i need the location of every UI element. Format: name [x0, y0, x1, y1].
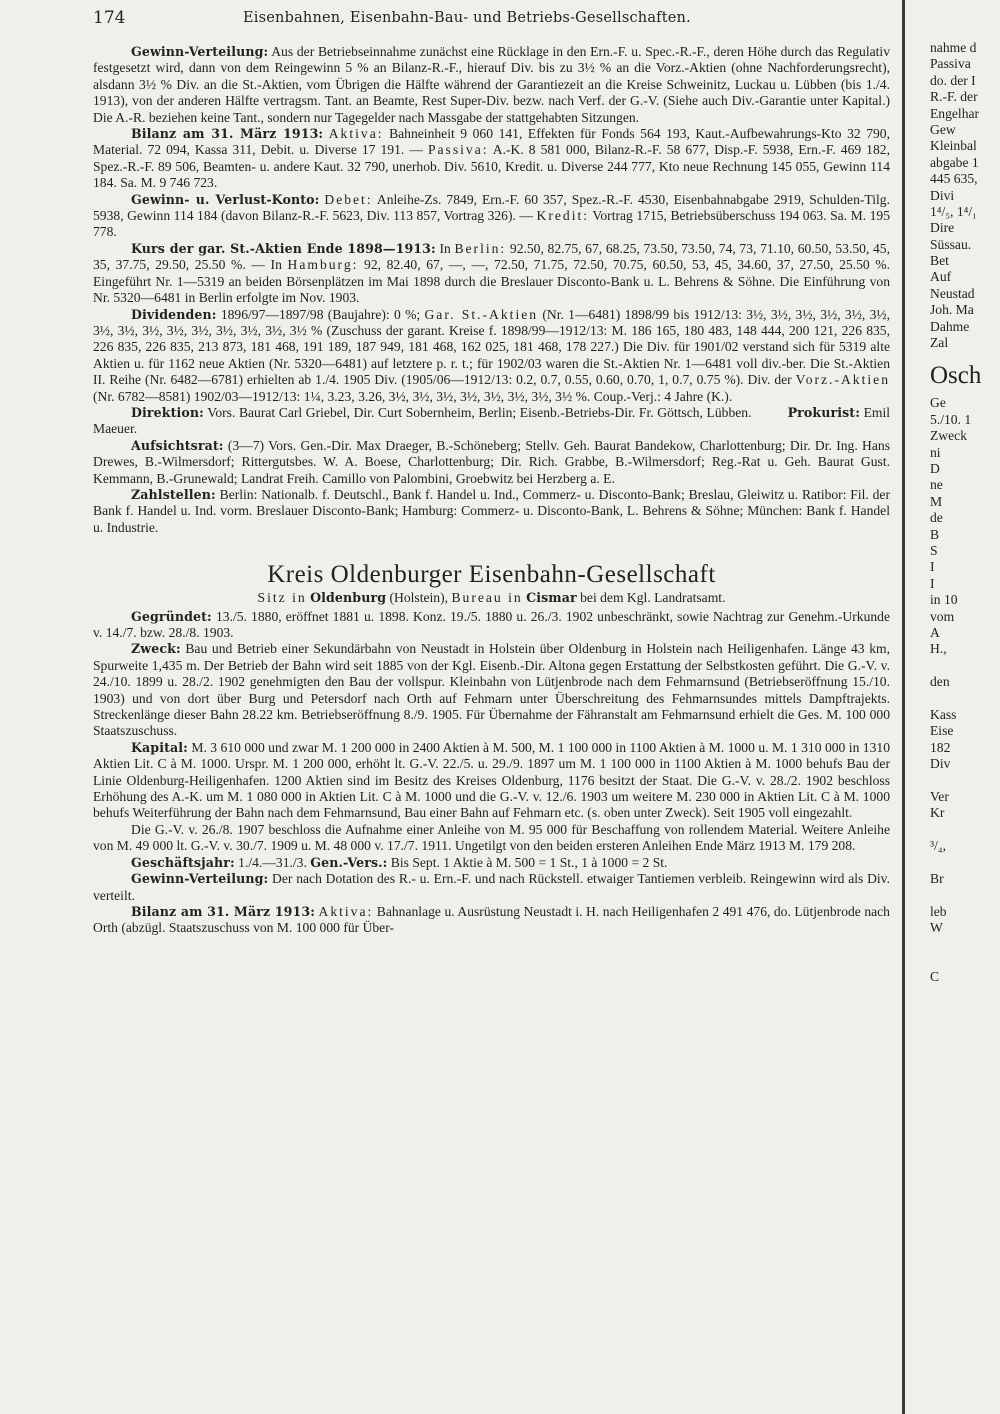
text-aufsichtsrat-prev: (3—7) Vors. Gen.-Dir. Max Draeger, B.-Schöneberg; Stellv. Geh. Baurat Bandekow, Charlottenburg; Dir. Dr. Ing. Hans Drewes, B.-Wilmersdorf; Rittergutsbes. W. A. Boese, Charlottenburg; Dir. Rich. Grabbe, B.-Wilmersdorf; Reg.-Rat u. Geh. Baurat Gust. Kemmann, B.-Grunewald; Landrat Freih. Camillo von Palombini, Groebwitz bei Herzberg a. E. [93, 437, 890, 486]
fragment-line: H., [930, 641, 947, 657]
fragment-line: R.-F. der [930, 89, 978, 105]
text-kurs-1: In [439, 240, 451, 256]
fragment-line: Dahme [930, 318, 970, 334]
fragment-line: C [930, 969, 940, 985]
fragment-line: ne [930, 477, 943, 493]
fragment-line: I [930, 575, 935, 591]
fragment-line: S [930, 542, 938, 558]
text-kurs-2: 92.50, 82.75, 67, 68.25, 73.50, 73.50, 74, 73, 71.10, 60.50, 53.50, 45, 35, 37.75, 29.50, 25.50 %. — In [93, 240, 891, 273]
text-direktion-prev: Vors. Baurat Carl Griebel, Dir. Curt Sobernheim, Berlin; Eisenb.-Betriebs-Dir. Fr. Göttsch, Lübben. [207, 404, 752, 420]
label-zweck: Zweck: [131, 641, 181, 657]
paragraph-gewinn-prev [93, 44, 890, 126]
fragment-line: abgabe 1 [930, 154, 979, 170]
fragment-line [930, 772, 1000, 788]
paragraph-anleihe [93, 822, 890, 855]
fragment-line: nahme d [930, 40, 977, 55]
label-aufsichtsrat-prev: Aufsichtsrat: [131, 437, 224, 453]
fragment-line: Neustad [930, 285, 975, 301]
fragment-line: ni [930, 444, 941, 460]
paragraph-bilanz [93, 904, 890, 937]
text-passiva-prev: A.-K. 8 581 000, Bilanz-R.-F. 58 677, Disp.-F. 5938, Ern.-F. 469 182, Spez.-R.-F. 89 506, Beamten- u. andere Kaut. 32 790, unerhob. Div. 5610, Kredit. u. Diverse 244 777, Kto neue Rechnung 145 055, Gewinn 114 184. Sa. M. 9 746 723. [93, 142, 890, 191]
fragment-line: Süssau. [930, 236, 972, 252]
fragment-line: Br [930, 870, 944, 886]
text-div-3: (Nr. 6782—8581) 1902/03—1912/13: 1¼, 3.23, 3.26, 3½, 3½, 3½, 3½, 3½, 3½, 3½, 3½ %. Coup.-Verj.: 4 Jahre (K.). [93, 388, 733, 404]
fragment-line: Auf [930, 269, 952, 285]
fragment-line: Zal [930, 335, 949, 351]
fragment-title: Osch [930, 362, 982, 390]
label-gewinn: Gewinn-Verteilung: [131, 871, 269, 887]
label-genvers: Gen.-Vers.: [310, 854, 388, 870]
label-geschaeftsjahr: Geschäftsjahr: [131, 854, 235, 870]
label-zahlstellen-prev: Zahlstellen: [131, 486, 216, 502]
paragraph-kurs-prev [93, 241, 890, 307]
paragraph-zweck [93, 641, 890, 739]
paragraph-direktion-prev [93, 405, 890, 438]
label-kredit-prev: Kredit: [536, 208, 590, 224]
label-gewinn-prev: Gewinn-Verteilung: [131, 44, 269, 59]
page-number: 174 [93, 8, 126, 28]
text-sitz-cismar: Cismar [526, 590, 577, 606]
text-div-1: 1896/97—1897/98 (Baujahre): 0 %; [220, 306, 421, 322]
fragment-line: do. der I [930, 72, 976, 88]
text-kredit-prev: Vortrag 1715, Betriebsüberschuss 194 063. Sa. M. 195 778. [93, 208, 890, 240]
text-geschaeftsjahr: 1./4.—31./3. [238, 854, 307, 870]
fragment-line: B [930, 526, 940, 542]
fragment-line: Joh. Ma [930, 302, 974, 318]
section-title: Kreis Oldenburger Eisenbahn-Gesellschaft [267, 561, 716, 589]
text-zahlstellen-prev: Berlin: Nationalb. f. Deutschl., Bank f. Handel u. Ind., Commerz- u. Disconto-Bank; Breslau, Gleiwitz u. Ratibor: Fil. der Bank f. Handel u. Ind. vorm. Breslauer Disconto-Bank; Hamburg: Commerz- u. Disconto-Bank, L. Behrens & Söhne; München: Bank f. Handel u. Industrie. [93, 486, 890, 535]
fragment-line [930, 953, 1000, 969]
fragment-line: Div [930, 756, 951, 772]
fragment-line: 445 635, [930, 171, 978, 187]
fragment-line: de [930, 510, 943, 526]
fragment-line: vom [930, 608, 955, 624]
text-div-vorz: Vorz.-Aktien [795, 372, 890, 388]
paragraph-guv-prev [93, 192, 890, 241]
label-dividenden-prev: Dividenden: [131, 306, 217, 322]
text-sitz-1: Sitz in [257, 590, 307, 606]
fragment-line: Divi [930, 187, 955, 203]
label-aktiva-prev: Aktiva: [328, 126, 384, 142]
fragment-line [930, 854, 1000, 870]
fragment-line: A [930, 624, 940, 640]
text-sitz-2: (Holstein), [389, 590, 449, 606]
fragment-line: I [930, 559, 935, 575]
label-bilanz-prev: Bilanz am 31. März 1913: [131, 126, 324, 142]
label-debet-prev: Debet: [324, 191, 373, 207]
fragment-line [930, 887, 1000, 903]
text-sitz-3: bei dem Kgl. Landratsamt. [580, 590, 726, 606]
fragment-line [930, 658, 1000, 674]
text-kurs-berlin: Berlin: [454, 240, 507, 256]
paragraph-bilanz-prev [93, 126, 890, 192]
text-div-gar: Gar. St.-Aktien [424, 306, 539, 322]
label-gegruendet: Gegründet: [131, 608, 212, 624]
fragment-line: Bet [930, 253, 949, 269]
label-aktiva: Aktiva: [318, 903, 374, 919]
fragment-line [930, 822, 1000, 838]
text-kapital: M. 3 610 000 und zwar M. 1 200 000 in 2400 Aktien à M. 500, M. 1 100 000 in 1100 Aktien à M. 1000 u. M. 1 310 000 in 1310 Aktien Lit. C à M. 1000. Urspr. M. 1 200 000, erhöht lt. G.-V. 22./5. u. 29./9. 1897 um M. 1 100 000 in 1100 Aktien à M. 1000 behufs Bau der Linie Oldenburg-Heiligenhafen. 1200 Aktien sind im Besitz des Kreises Oldenburg, 1176 besitzt der Staat. Die G.-V. v. 28./2. 1902 beschloss Erhöhung des A.-K. um M. 1 080 000 in Aktien Lit. C à M. 1000 und die G.-V. v. 12./6. 1903 um weitere M. 230 000 in Aktien Lit. C à M. 1000 behufs Weiterführung der Bahn nach dem Fehmarnsund, Bau einer Bahn auf Fehmarn etc. (s. oben unter Zweck). Seit 1905 voll eingezahlt. [93, 739, 890, 821]
paragraph-kapital [93, 740, 890, 822]
running-head: Eisenbahnen, Eisenbahn-Bau- und Betriebs-Gesellschaften. [243, 10, 691, 26]
fragment-line: Zweck [930, 428, 967, 444]
text-aktiva-prev: Bahneinheit 9 060 141, Effekten für Fonds 564 193, Kaut.-Aufbewahrungs-Kto 32 790, Material. 72 094, Kassa 311, Debit. u. Diverse 17 191. — [93, 126, 890, 158]
text-sitz-bureau: Bureau in [451, 590, 523, 606]
text-div-2: (Nr. 1—6481) 1898/99 bis 1912/13: 3½, 3½, 3½, 3½, 3½, 3½, 3½, 3½, 3½, 3½, 3½, 3½, 3½, 3½, 3½ % (Zuschuss der garant. Kreise f. 1898/99—1912/13: M. 186 165, 180 483, 148 444, 200 121, 226 835, 226 835, 226 835, 213 873, 181 468, 191 189, 187 949, 181 468, 162 025, 181 468, 178 227.) Die Div. für 1901/02 verstand sich für 5319 alte Aktien u. für 1162 neue Aktien (Nr. 5320—6481) auf letztere p. r. t.; für 1902/03 waren die St.-Aktien Nr. 1—6481 voll div.-ber. Die St.-Aktien II. Reihe (Nr. 6482—6781) erhielten ab 1./4. 1905 Div. (1905/06—1912/13: 0.2, 0.7, 0.55, 0.60, 0.70, 1, 0.7, 0.75 %). Div. der [93, 306, 890, 388]
fragment-line: Ge [930, 395, 946, 411]
fragment-line: M [930, 493, 943, 509]
text-anleihe: Die G.-V. v. 26./8. 1907 beschloss die Aufnahme einer Anleihe von M. 95 000 für Beschaffung von rollendem Material. Weitere Anleihe von M. 49 000 lt. G.-V. v. 30./7. 1909 u. M. 48 000 v. 17./7. 1911. Ungetilgt von den beiden ersteren Anleihen Ende März 1913 M. 179 208. [93, 821, 890, 854]
fragment-line: Kleinbal [930, 138, 977, 154]
text-kurs-3: 92, 82.40, 67, —, —, 72.50, 71.75, 72.50, 70.75, 60.50, 53, 45, 34.60, 37, 27.50, 25.50 %. Eingeführt Nr. 1—5319 an beiden Börsenplätzen im Mai 1898 durch die Breslauer Disconto-Bank u. L. Behrens & Söhne. Die Einführung von Nr. 5320—6481 in Berlin erfolgte im Nov. 1903. [93, 257, 890, 306]
fragment-line: Dire [930, 220, 955, 236]
text-genvers: Bis Sept. 1 Aktie à M. 500 = 1 St., 1 à 1000 = 2 St. [390, 854, 668, 870]
paragraph-gegruendet [93, 609, 890, 642]
label-passiva-prev: Passiva: [427, 142, 489, 158]
fragment-line: Kr [930, 805, 945, 821]
text-zweck: Bau und Betrieb einer Sekundärbahn von Neustadt in Holstein über Oldenburg in Holstein nach Heiligenhafen. Länge 43 km, Spurweite 1,435 m. Der Betrieb der Bahn wird seit 1885 von der Kgl. Eisenb.-Dir. Altona gegen Erstattung der Selbstkosten geführt. Die G.-V. v. 24./10. 1899 u. 28./2. 1902 genehmigten den Bau der vollspur. Kleinbahn von Lütjenbrode nach dem Fehmarnsund (Betriebseröffnung 15./10. 1903) und von dort über Burg und Petersdorf nach Orth auf Fehmarn unter Überschreitung des Fehmarnsundes mittels Dampftrajekts. Streckenlänge dieser Bahn 28.22 km. Betriebseröffnung 8./9. 1905. Für Übernahme der Fähranstalt am Fehmarnsund erhielt die Ges. M. 100 000 Staatszuschuss. [93, 641, 890, 739]
fragment-line: Passiva [930, 56, 971, 72]
section-seat-line [93, 590, 890, 606]
paragraph-aufsichtsrat-prev [93, 438, 890, 487]
label-kapital: Kapital: [131, 739, 188, 755]
label-direktion-prev: Direktion: [131, 404, 204, 420]
fragment-line: Kass [930, 706, 957, 722]
label-prokurist-prev: Prokurist: [787, 404, 860, 420]
text-gegruendet: 13./5. 1880, eröffnet 1881 u. 1898. Konz. 19./5. 1880 u. 26./3. 1902 unbeschränkt, sowie Nachtrag zur Genehm.-Urkunde v. 14./7. bzw. 28./8. 1903. [93, 608, 890, 640]
fragment-line: Engelhar [930, 105, 980, 121]
text-prokurist-prev: Emil Maeuer. [93, 404, 891, 437]
paragraph-dividenden-prev [93, 307, 890, 405]
adjacent-page-fragment [930, 40, 1000, 985]
paragraph-geschaeftsjahr [93, 855, 890, 871]
text-sitz-ort: Oldenburg [310, 590, 387, 606]
text-gewinn: Der nach Dotation des R.- u. Ern.-F. und nach Rückstell. etwaiger Tantiemen verbleib. Reingewinn wird als Div. verteilt. [93, 871, 890, 903]
label-kurs-prev: Kurs der gar. St.-Aktien Ende 1898—1913: [131, 240, 436, 256]
fragment-line: 182 [930, 739, 951, 755]
label-bilanz: Bilanz am 31. März 1913: [131, 903, 315, 919]
paragraph-zahlstellen-prev [93, 487, 890, 536]
text-kurs-hamburg: Hamburg: [287, 257, 359, 273]
text-bilanz: Bahnanlage u. Ausrüstung Neustadt i. H. nach Heiligenhafen 2 491 476, do. Lütjenbrode nach Orth (abzügl. Staatszuschuss von M. 100 000 für Über- [93, 903, 890, 936]
text-debet-prev: Anleihe-Zs. 7849, Ern.-F. 60 357, Spez.-R.-F. 4530, Eisenbahnabgabe 2919, Schulden-Tilg. 5938, Gewinn 114 184 (davon Bilanz-R.-F. 5623, Div. 113 857, Vortrag 326). — [93, 191, 890, 224]
paragraph-gewinn [93, 871, 890, 904]
main-column [93, 44, 890, 937]
fragment-line: D [930, 460, 940, 476]
fragment-line: 1⁴/₅, 1⁴/₁ [930, 203, 977, 219]
text-gewinn-prev: Aus der Betriebseinnahme zunächst eine Rücklage in den Ern.-F. u. Spec.-R.-F., deren Höhe durch das Regulativ festgesetzt wird, dann von dem Reingewinn 5 % an Bilanz-R.-F., hierauf Div. bis zu 3½ % an die Vorz.-Aktien (ohne Nachforderungsrecht), alsdann 3½ % Div. an die St.-Aktien, vom Übrigen die Hälfte während der Garantiezeit an die Kreise Schweinitz, Luckau u. Lübben (bis 1./4. 1913), von der anderen Hälfte vertragsm. Tant. an Beamte, Rest Super-Div. bezw. nach Verf. der G.-V. (Siehe auch Div.-Garantie unter Kapital.) Die A.-R. beziehen keine Tant., sondern nur Tagegelder nach Massgabe der stattgehabten Sitzungen. [93, 44, 890, 125]
fragment-line [930, 936, 1000, 952]
fragment-line: W [930, 919, 943, 935]
fragment-line: Ver [930, 788, 949, 804]
label-guv-prev: Gewinn- u. Verlust-Konto: [131, 191, 320, 207]
fragment-line: 5./10. 1 [930, 411, 972, 427]
fragment-line: Eise [930, 723, 954, 739]
fragment-line: den [930, 674, 950, 690]
fragment-line: Gew [930, 121, 956, 137]
fragment-line: leb [930, 903, 947, 919]
column-divider [902, 0, 905, 1414]
fragment-line: in 10 [930, 592, 958, 608]
fragment-line [930, 690, 1000, 706]
fragment-line: ³/₄, [930, 837, 946, 853]
